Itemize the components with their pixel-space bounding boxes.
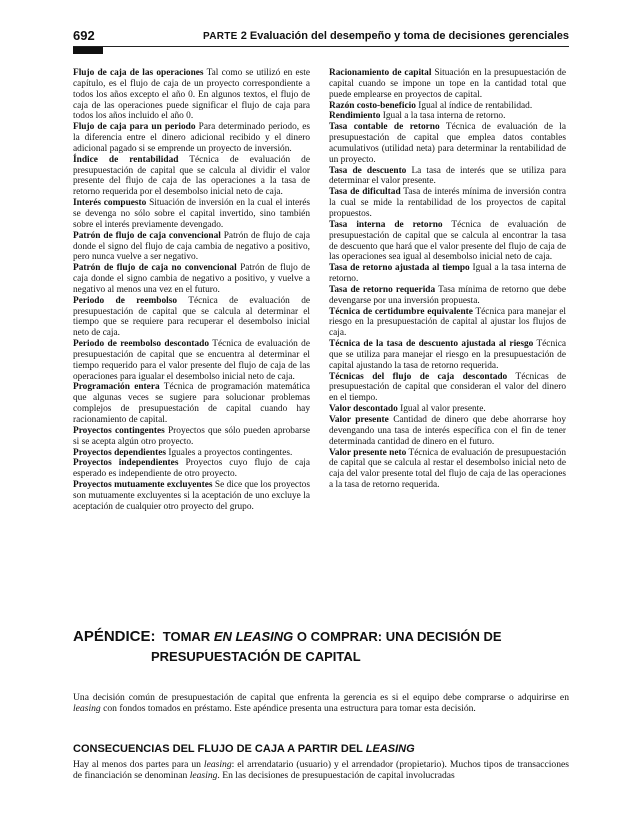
glossary-entry [329,307,566,340]
glossary-term: Periodo de reembolso [73,295,178,306]
section-em-1: leasing [203,759,232,770]
glossary-term: Flujo de caja para un periodo [73,122,196,133]
glossary-definition: Técnica de evaluación de presupuestación de capital que se calcula al encontrar la tasa de descuento que hará que el valor presente del flujo de caja de las operaciones sea igual al desembolso inicial neto de caja. [329,219,567,263]
appendix-title-line2: PRESUPUESTACIÓN DE CAPITAL [151,649,361,664]
glossary-definition: Situación en la presupuestación de capital cuando se impone un tope en la cantidad total que puede emplearse en proyectos de capital. [329,68,567,100]
glossary-definition: Igual a la tasa interna de retorno. [329,263,566,285]
glossary-definition: Técnica que se utiliza para manejar el riesgo en la presupuestación de capital ajustando la tasa de retorno requerida. [329,339,567,371]
glossary-term: Técnica de certidumbre equivalente [329,306,473,317]
appendix-label: APÉNDICE: [73,628,156,645]
intro-em: leasing [73,703,101,714]
appendix-title-pre: TOMAR [162,629,211,644]
glossary-term: Tasa de dificultad [329,187,401,198]
glossary-definition: Técnicas de presupuestación de capital que consideran el valor del dinero en el tiempo. [329,371,566,404]
section-heading [73,743,415,755]
glossary-entry [329,448,566,491]
glossary-term: Proyectos contingentes [73,425,165,436]
intro-post: con fondos tomados en préstamo. Este apéndice presenta una estructura para tomar esta decisión. [103,703,476,714]
glossary-definition: Igual al índice de rentabilidad. [418,100,533,111]
section-text-1: Hay al menos dos partes para un [73,759,201,770]
glossary-definition: Tasa mínima de retorno que debe devengarse por una inversión propuesta. [329,284,566,306]
glossary-definition: Técnica de evaluación de presupuestación de capital que se encuentra al determinar el tiempo requerido para el valor presente del flujo de caja de las operaciones para igualar el desembolso inicial neto de caja. [73,339,311,382]
glossary-term: Flujo de caja de las operaciones [73,68,204,78]
glossary-term: Rendimiento [329,111,381,122]
glossary-term: Razón costo-beneficio [329,100,416,111]
appendix-title-line1 [73,627,569,647]
glossary-definition: Técnica de evaluación de presupuestación de capital que se calcula al determinar el tiempo que se requiere para recuperar el desembolso inicial neto de caja. [73,295,311,339]
glossary-term: Tasa de retorno ajustada al tiempo [329,263,470,274]
glossary-entry [73,231,310,264]
glossary-definition: Técnica de programación matemática que algunas veces se sugiere para solucionar problemas complejos de presupuestación de capital cuando hay racionamiento de capital. [73,382,310,425]
glossary-term: Interés compuesto [73,198,147,209]
glossary-entry [73,198,310,231]
glossary-definition: Técnica para manejar el riesgo en la presupuestación de capital al ajustar los flujos de caja. [329,306,566,339]
glossary-term: Racionamiento de capital [329,68,432,78]
section-em-2: leasing [189,770,218,781]
glossary-definition: Técnica de evaluación de presupuestación de capital que se calcula al restar el desembolso inicial neto de caja del valor presente total del flujo de caja de las operaciones a la tasa de retorno requerida. [329,447,566,491]
section-text-3: . En las decisiones de presupuestación de capital involucradas [217,770,455,781]
glossary-column-left [73,68,310,513]
glossary-term: Tasa contable de retorno [329,122,440,133]
glossary-entry [329,220,566,263]
glossary-entry [73,448,310,459]
glossary-entry [73,296,310,339]
glossary-definition: Se dice que los proyectos son mutuamente excluyentes si la aceptación de uno excluye la aceptación de cualquier otro proyecto del grupo. [73,480,310,512]
glossary-definition: Cantidad de dinero que debe ahorrarse hoy devengando una tasa de interés específica con el fin de tener determinada cantidad de dinero en el futuro. [329,415,566,447]
page-header [73,24,569,47]
glossary-definition: Igual al valor presente. [400,404,486,415]
appendix-title-em: EN LEASING [213,629,294,644]
glossary-term: Tasa de descuento [329,165,407,176]
part-title: 2 Evaluación del desempeño y toma de decisiones gerenciales [240,30,569,42]
glossary-entry [73,458,310,480]
glossary-definition: Igual a la tasa interna de retorno. [382,111,506,122]
glossary-term: Patrón de flujo de caja no convencional [73,263,237,274]
header-marker-bar [73,47,103,54]
glossary-term: Proyectos mutuamente excluyentes [73,480,213,491]
glossary-entry [73,122,310,155]
glossary-term: Proyectos dependientes [73,447,166,458]
glossary-definition: Situación de inversión en la cual el interés se devenga no sólo sobre el capital invertido, sino también sobre el interés previamente devengado. [73,198,310,230]
glossary-term: Patrón de flujo de caja convencional [73,230,221,241]
glossary-term: Índice de rentabilidad [73,154,179,165]
glossary-entry [329,339,566,372]
glossary-entry [329,263,566,285]
glossary-definition: Técnica de evaluación de presupuestación de capital que se calcula al dividir el valor presente del flujo de caja de las operaciones a la tasa de retorno requerida por el desembolso inicial neto de caja. [73,154,310,198]
section-paragraph [73,759,569,781]
running-head [203,30,569,46]
intro-pre: Una decisión común de presupuestación de capital que enfrenta la gerencia es si el equipo debe comprarse o adquirirse en [73,692,569,703]
glossary-entry [73,426,310,448]
part-label: PARTE [202,31,238,42]
appendix-intro [73,692,569,714]
glossary-entry [73,263,310,296]
glossary-column-right [329,68,566,491]
glossary-term: Valor presente [329,415,389,425]
glossary-definition: Técnica de evaluación de la presupuestación de capital que emplea datos contables acumulativos (utilidad neta) para determinar la rentabilidad de un proyecto. [329,122,567,165]
glossary-term: Proyectos independientes [73,458,179,469]
glossary-entry [329,415,566,448]
appendix-title-post: O COMPRAR: UNA DECISIÓN DE [296,629,502,644]
glossary-entry [329,187,566,220]
glossary-definition: La tasa de interés que se utiliza para determinar el valor presente. [329,165,566,187]
glossary-entry [329,285,566,307]
glossary-definition: Patrón de flujo de caja donde el signo del flujo de caja cambia de negativo a positivo, pero nunca vuelve a ser negativo. [73,230,311,263]
glossary-entry [73,155,310,198]
glossary-definition: Tal como se utilizó en este capítulo, es el flujo de caja de un proyecto correspondiente a todos los años excepto el año 0. En algunos textos, el flujo de caja de las operaciones puede significar el flujo de caja para todos los años incluido el año 0. [73,68,311,122]
glossary-definition: Proyectos cuyo flujo de caja esperado es independiente de otro proyecto. [73,458,310,480]
glossary-entry [329,404,566,415]
glossary-definition: Proyectos que sólo pueden aprobarse si se acepta algún otro proyecto. [73,425,310,447]
glossary-term: Técnica de la tasa de descuento ajustada al riesgo [329,339,534,350]
glossary-definition: Patrón de flujo de caja donde el signo cambia de negativo a positivo, y vuelve a negativo al menos una vez en el futuro. [73,263,310,295]
appendix-title [73,627,569,667]
glossary-term: Tasa de retorno requerida [329,284,436,295]
glossary-term: Técnicas del flujo de caja descontado [329,371,508,382]
glossary-definition: Iguales a proyectos contingentes. [168,447,293,458]
glossary-entry [73,480,310,513]
glossary-entry [329,372,566,405]
glossary-term: Valor descontado [329,404,398,415]
glossary-term: Valor presente neto [329,447,407,458]
section-text-2: : el arrendatario (usuario) y el arrendador (propietario). Muchos tipos de transacciones de financiación se denominan [73,759,569,781]
glossary-term: Periodo de reembolso descontado [73,339,210,350]
glossary-entry [329,122,566,165]
glossary-term: Programación entera [73,382,160,393]
glossary-definition: Para determinado periodo, es la diferencia entre el dinero adicional recibido y el dinero adicional pagado si se emprende un proyecto de inversión. [73,122,310,154]
glossary-entry [329,68,566,101]
glossary-entry [329,111,566,122]
glossary-entry [73,382,310,425]
glossary-definition: Tasa de interés mínima de inversión contra la cual se mide la rentabilidad de los proyectos de capital propuestos. [329,187,566,219]
glossary-entry [73,68,310,122]
glossary-entry [329,101,566,112]
glossary-entry [329,166,566,188]
page-number: 692 [73,28,95,43]
glossary-term: Tasa interna de retorno [329,219,443,230]
glossary-entry [73,339,310,382]
section-heading-pre: CONSECUENCIAS DEL FLUJO DE CAJA A PARTIR DEL [73,743,363,755]
section-heading-em: LEASING [365,743,415,755]
